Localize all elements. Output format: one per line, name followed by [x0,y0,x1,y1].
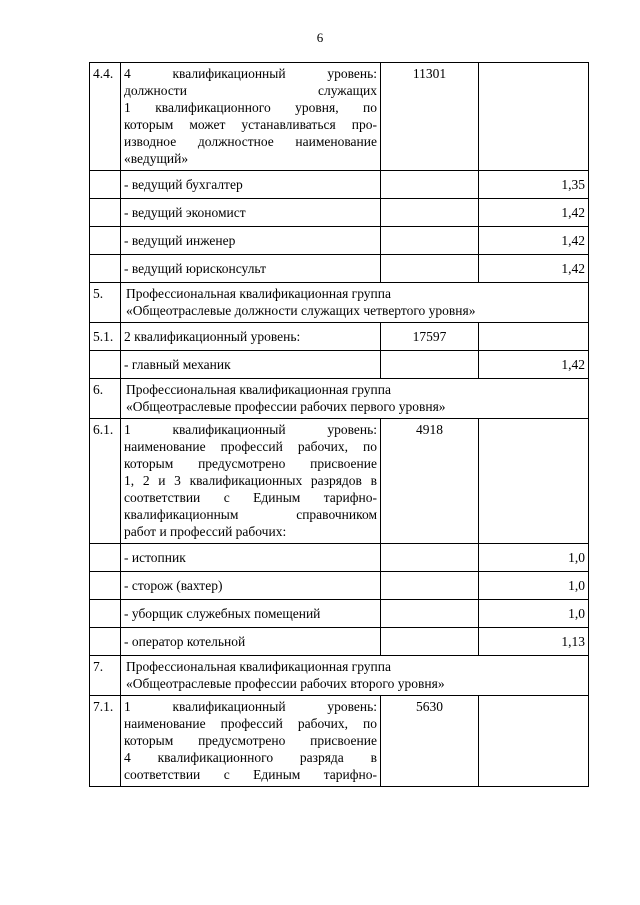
table-row [90,628,589,656]
salary-value: 17597 [381,323,479,351]
salary-value [381,544,479,572]
salary-value [381,255,479,283]
qualification-level-text: 2 квалификационный уровень: [121,323,381,351]
table-row [90,351,589,379]
position-name: - главный механик [121,351,381,379]
salary-value: 4918 [381,419,479,544]
position-name: - ведущий юрисконсульт [121,255,381,283]
row-number: 6. [90,379,121,419]
qualification-level-text: 1 квалификационный уровень: наименование профессий рабочих, по которым предусмотрено присвоение 4 квалификационного разряда в соответствии с Единым тарифно- [121,696,381,787]
table-row [90,419,589,544]
row-number [90,628,121,656]
coefficient-value [479,696,589,787]
coefficient-value: 1,0 [479,572,589,600]
salary-value: 11301 [381,63,479,171]
table-row [90,171,589,199]
table-row [90,544,589,572]
position-name: - сторож (вахтер) [121,572,381,600]
salary-value [381,199,479,227]
table-row [90,255,589,283]
qualification-level-text: 1 квалификационный уровень: наименование профессий рабочих, по которым предусмотрено присвоение 1, 2 и 3 квалификационных разрядов в соответствии с Единым тарифно- квалификационным справочником работ и профессий рабочих: [121,419,381,544]
row-number: 7. [90,656,121,696]
coefficient-value: 1,0 [479,600,589,628]
coefficient-value: 1,42 [479,199,589,227]
coefficient-value: 1,35 [479,171,589,199]
position-name: - ведущий экономист [121,199,381,227]
coefficient-value [479,323,589,351]
coefficient-value: 1,42 [479,351,589,379]
position-name: - уборщик служебных помещений [121,600,381,628]
table-row [90,63,589,171]
row-number [90,544,121,572]
row-number: 6.1. [90,419,121,544]
page-number: 6 [316,30,324,45]
group-title: Профессиональная квалификационная группа «Общеотраслевые профессии рабочих первого уровня» [121,379,589,419]
table-row [90,379,589,419]
table-row [90,323,589,351]
table-row [90,696,589,787]
salary-value [381,572,479,600]
coefficient-value [479,63,589,171]
table-row [90,656,589,696]
coefficient-value: 1,13 [479,628,589,656]
salary-value [381,628,479,656]
salary-value: 5630 [381,696,479,787]
position-name: - истопник [121,544,381,572]
group-title: Профессиональная квалификационная группа «Общеотраслевые профессии рабочих второго уровня» [121,656,589,696]
row-number: 7.1. [90,696,121,787]
group-title: Профессиональная квалификационная группа «Общеотраслевые должности служащих четвертого уровня» [121,283,589,323]
row-number: 5.1. [90,323,121,351]
salary-value [381,171,479,199]
coefficient-value: 1,42 [479,255,589,283]
row-number [90,572,121,600]
row-number [90,199,121,227]
coefficient-value: 1,42 [479,227,589,255]
salary-value [381,227,479,255]
row-number [90,227,121,255]
table-row [90,283,589,323]
position-name: - оператор котельной [121,628,381,656]
row-number [90,171,121,199]
qualification-table [89,62,589,787]
position-name: - ведущий инженер [121,227,381,255]
salary-value [381,351,479,379]
row-number [90,255,121,283]
table-row [90,227,589,255]
table-row [90,572,589,600]
row-number [90,351,121,379]
coefficient-value: 1,0 [479,544,589,572]
position-name: - ведущий бухгалтер [121,171,381,199]
row-number: 5. [90,283,121,323]
table-row [90,199,589,227]
qualification-level-text: 4 квалификационный уровень: должности служащих 1 квалификационного уровня, по которым может устанавливаться про- изводное должностное наименование «ведущий» [121,63,381,171]
row-number [90,600,121,628]
row-number: 4.4. [90,63,121,171]
salary-value [381,600,479,628]
coefficient-value [479,419,589,544]
table-row [90,600,589,628]
